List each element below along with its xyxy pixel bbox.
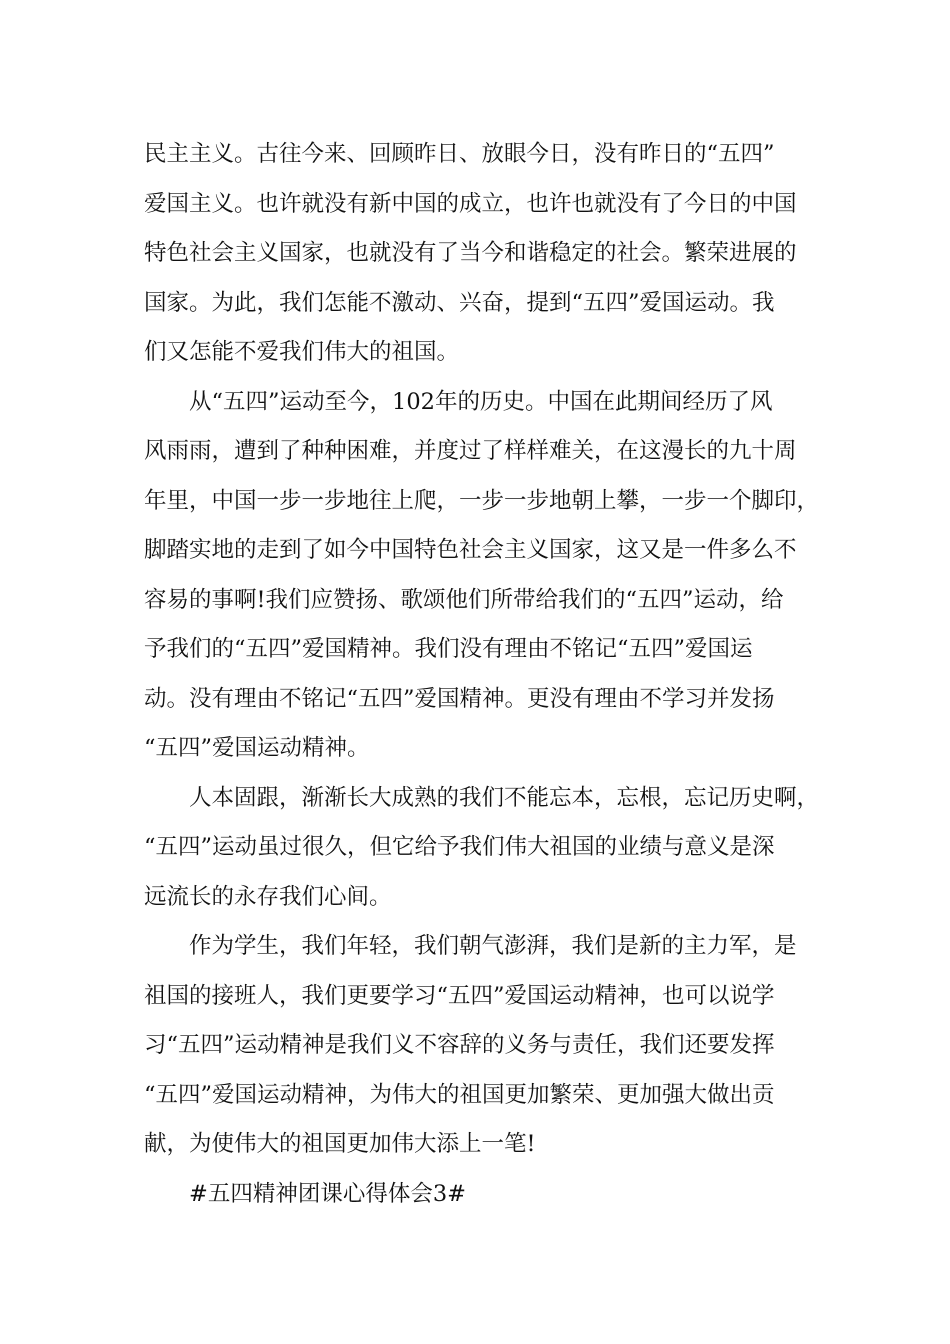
text-line: 作为学生，我们年轻，我们朝气澎湃，我们是新的主力军，是 bbox=[189, 933, 797, 959]
text-line: 民主主义。古往今来、回顾昨日、放眼今日，没有昨日的“五四” bbox=[144, 141, 775, 167]
text-line: 献，为使伟大的祖国更加伟大添上一笔! bbox=[144, 1131, 536, 1157]
text-line: 远流长的永存我们心间。 bbox=[144, 883, 392, 910]
text-line: 脚踏实地的走到了如今中国特色社会主义国家，这又是一件多么不 bbox=[144, 537, 797, 563]
text-line: 爱国主义。也许就没有新中国的成立，也许也就没有了今日的中国 bbox=[144, 190, 797, 217]
section-heading-text: #五四精神团课心得体会3# bbox=[189, 1180, 467, 1207]
text-line: 国家。为此，我们怎能不激动、兴奋，提到“五四”爱国运动。我 bbox=[144, 289, 775, 316]
document-body bbox=[144, 130, 834, 1219]
text-line: 从“五四”运动至今，102年的历史。中国在此期间经历了风 bbox=[189, 388, 773, 415]
paragraph-1 bbox=[144, 130, 834, 378]
text-line: “五四”爱国运动精神。 bbox=[144, 735, 370, 761]
text-line: 特色社会主义国家，也就没有了当今和谐稳定的社会。繁荣进展的 bbox=[144, 240, 797, 266]
paragraph-3 bbox=[144, 774, 834, 923]
paragraph-2 bbox=[144, 378, 834, 774]
text-line: 人本固跟，渐渐长大成熟的我们不能忘本，忘根，忘记历史啊， bbox=[189, 784, 820, 811]
section-heading bbox=[144, 1170, 834, 1220]
text-line: 年里，中国一步一步地往上爬，一步一步地朝上攀，一步一个脚印， bbox=[144, 487, 820, 514]
paragraph-4 bbox=[144, 922, 834, 1170]
text-line: 祖国的接班人，我们更要学习“五四”爱国运动精神，也可以说学 bbox=[144, 982, 775, 1009]
text-line: “五四”运动虽过很久，但它给予我们伟大祖国的业绩与意义是深 bbox=[144, 834, 775, 860]
text-line: 们又怎能不爱我们伟大的祖国。 bbox=[144, 339, 460, 365]
text-line: 予我们的“五四”爱国精神。我们没有理由不铭记“五四”爱国运 bbox=[144, 636, 753, 662]
text-line: 风雨雨，遭到了种种困难，并度过了样样难关，在这漫长的九十周 bbox=[144, 438, 797, 464]
text-line: 习“五四”运动精神是我们义不容辞的义务与责任，我们还要发挥 bbox=[144, 1032, 775, 1058]
text-line: 动。没有理由不铭记“五四”爱国精神。更没有理由不学习并发扬 bbox=[144, 685, 775, 712]
text-line: “五四”爱国运动精神，为伟大的祖国更加繁荣、更加强大做出贡 bbox=[144, 1081, 775, 1108]
text-line: 容易的事啊!我们应赞扬、歌颂他们所带给我们的“五四”运动，给 bbox=[144, 586, 784, 613]
